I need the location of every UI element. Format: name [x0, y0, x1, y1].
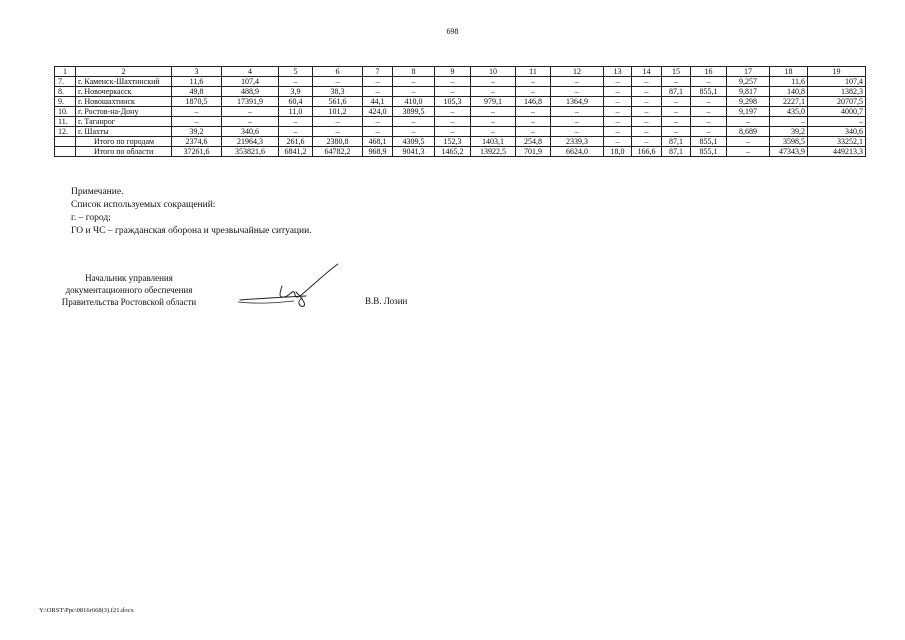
value-cell: 855,1 — [691, 87, 727, 97]
page-number: 698 — [446, 27, 459, 36]
value-cell: – — [435, 117, 471, 127]
row-number-cell: 10. — [55, 107, 76, 117]
value-cell: – — [435, 77, 471, 87]
table-row — [55, 97, 866, 107]
value-cell: – — [363, 127, 393, 137]
value-cell: – — [471, 127, 516, 137]
signer-title-line: Начальник управления — [85, 273, 173, 283]
value-cell: 60,4 — [279, 97, 313, 107]
value-cell: 20707,5 — [808, 97, 866, 107]
value-cell: 47343,9 — [770, 147, 808, 157]
value-cell: – — [313, 117, 363, 127]
value-cell: – — [551, 107, 604, 117]
value-cell: 855,1 — [691, 137, 727, 147]
row-number-cell: 8. — [55, 87, 76, 97]
value-cell: – — [279, 77, 313, 87]
value-cell: 1382,3 — [808, 87, 866, 97]
city-name-cell: г. Каменск-Шахтинский — [76, 77, 172, 87]
value-cell: 701,9 — [516, 147, 551, 157]
row-number-cell: 12. — [55, 127, 76, 137]
value-cell: – — [313, 77, 363, 87]
table-row — [55, 127, 866, 137]
value-cell: – — [691, 77, 727, 87]
column-header: 14 — [632, 67, 662, 77]
value-cell: 33252,1 — [808, 137, 866, 147]
value-cell: – — [808, 117, 866, 127]
value-cell: – — [604, 97, 632, 107]
value-cell: 166,6 — [632, 147, 662, 157]
value-cell: 979,1 — [471, 97, 516, 107]
value-cell: 561,6 — [313, 97, 363, 107]
totals-label-cell: Итого по области — [76, 147, 172, 157]
value-cell: 488,9 — [222, 87, 279, 97]
value-cell: – — [691, 107, 727, 117]
value-cell: 410,0 — [393, 97, 435, 107]
value-cell: – — [279, 127, 313, 137]
value-cell: – — [662, 127, 691, 137]
column-header: 7 — [363, 67, 393, 77]
table-row — [55, 77, 866, 87]
abbreviation-item: ГО и ЧС – гражданская оборона и чрезвычайные ситуации. — [71, 226, 312, 236]
value-cell: 254,8 — [516, 137, 551, 147]
value-cell: – — [662, 107, 691, 117]
value-cell: – — [551, 117, 604, 127]
column-header: 5 — [279, 67, 313, 77]
column-header: 4 — [222, 67, 279, 77]
value-cell: – — [632, 137, 662, 147]
value-cell: 146,8 — [516, 97, 551, 107]
value-cell: – — [604, 117, 632, 127]
table-header-row — [55, 67, 866, 77]
column-header: 3 — [172, 67, 222, 77]
totals-row — [55, 137, 866, 147]
value-cell: – — [691, 117, 727, 127]
file-path-footer: Y:\ORST\Ppc\0816r668(3).f21.docx — [39, 607, 134, 614]
empty-cell — [55, 147, 76, 157]
table-row — [55, 107, 866, 117]
value-cell: – — [363, 77, 393, 87]
value-cell: 449213,3 — [808, 147, 866, 157]
value-cell: 1403,1 — [471, 137, 516, 147]
value-cell: – — [691, 97, 727, 107]
value-cell: – — [172, 117, 222, 127]
table-row — [55, 117, 866, 127]
value-cell: 107,4 — [808, 77, 866, 87]
value-cell: – — [632, 77, 662, 87]
city-name-cell: г. Новочеркасск — [76, 87, 172, 97]
value-cell: 2227,1 — [770, 97, 808, 107]
signer-title-line: документационного обеспечения — [65, 285, 193, 295]
value-cell: 11,6 — [770, 77, 808, 87]
abbreviations-title: Список используемых сокращений: — [71, 200, 216, 210]
value-cell: – — [691, 127, 727, 137]
value-cell: 468,1 — [363, 137, 393, 147]
notes-heading: Примечание. — [71, 187, 124, 197]
value-cell: 44,1 — [363, 97, 393, 107]
city-name-cell: г. Новошахтинск — [76, 97, 172, 107]
value-cell: – — [516, 127, 551, 137]
value-cell: 4000,7 — [808, 107, 866, 117]
data-table — [54, 66, 866, 157]
column-header: 9 — [435, 67, 471, 77]
value-cell: 9041,3 — [393, 147, 435, 157]
value-cell: 3899,5 — [393, 107, 435, 117]
value-cell: – — [435, 87, 471, 97]
column-header: 15 — [662, 67, 691, 77]
value-cell: – — [662, 97, 691, 107]
value-cell: 1465,2 — [435, 147, 471, 157]
value-cell: – — [604, 77, 632, 87]
value-cell: 18,0 — [604, 147, 632, 157]
value-cell: – — [313, 127, 363, 137]
value-cell: 855,1 — [691, 147, 727, 157]
value-cell: – — [662, 117, 691, 127]
value-cell: – — [435, 107, 471, 117]
value-cell: – — [632, 117, 662, 127]
value-cell: – — [551, 127, 604, 137]
notes-block — [71, 186, 312, 238]
value-cell: – — [604, 137, 632, 147]
row-number-cell: 11. — [55, 117, 76, 127]
abbreviation-item: г. – город; — [71, 213, 111, 223]
column-header: 10 — [471, 67, 516, 77]
column-header: 18 — [770, 67, 808, 77]
column-header: 12 — [551, 67, 604, 77]
column-header: 8 — [393, 67, 435, 77]
value-cell: 87,1 — [662, 87, 691, 97]
value-cell: – — [516, 117, 551, 127]
value-cell: – — [222, 107, 279, 117]
value-cell: – — [222, 117, 279, 127]
column-header: 1 — [55, 67, 76, 77]
value-cell: 64782,2 — [313, 147, 363, 157]
value-cell: 6624,0 — [551, 147, 604, 157]
value-cell: – — [435, 127, 471, 137]
value-cell: 49,8 — [172, 87, 222, 97]
signer-title-line: Правительства Ростовской области — [61, 297, 197, 307]
value-cell: – — [551, 77, 604, 87]
value-cell: 9,257 — [727, 77, 770, 87]
value-cell: – — [632, 97, 662, 107]
value-cell: 39,2 — [770, 127, 808, 137]
value-cell: – — [471, 77, 516, 87]
value-cell: 435,0 — [770, 107, 808, 117]
value-cell: 13922,5 — [471, 147, 516, 157]
table-body — [55, 77, 866, 157]
row-number-cell: 7. — [55, 77, 76, 87]
value-cell: 1870,5 — [172, 97, 222, 107]
value-cell: 424,0 — [363, 107, 393, 117]
value-cell: 101,2 — [313, 107, 363, 117]
value-cell: 9,817 — [727, 87, 770, 97]
value-cell: 17391,9 — [222, 97, 279, 107]
value-cell: 107,4 — [222, 77, 279, 87]
column-header: 19 — [808, 67, 866, 77]
value-cell: 340,6 — [808, 127, 866, 137]
signer-title — [40, 272, 218, 308]
value-cell: – — [770, 117, 808, 127]
value-cell: – — [393, 87, 435, 97]
value-cell: – — [604, 127, 632, 137]
value-cell: – — [393, 127, 435, 137]
value-cell: – — [604, 87, 632, 97]
column-header: 11 — [516, 67, 551, 77]
value-cell: – — [632, 87, 662, 97]
column-header: 6 — [313, 67, 363, 77]
signer-name: В.В. Лозин — [365, 296, 408, 306]
empty-cell — [55, 137, 76, 147]
value-cell: 39,2 — [172, 127, 222, 137]
value-cell: – — [471, 107, 516, 117]
value-cell: 140,8 — [770, 87, 808, 97]
value-cell: 4309,5 — [393, 137, 435, 147]
value-cell: 9,298 — [727, 97, 770, 107]
value-cell: – — [279, 117, 313, 127]
handwritten-signature — [236, 262, 346, 310]
value-cell: 353821,6 — [222, 147, 279, 157]
city-name-cell: г. Ростов-на-Дону — [76, 107, 172, 117]
value-cell: 3598,5 — [770, 137, 808, 147]
column-header: 16 — [691, 67, 727, 77]
city-name-cell: г. Шахты — [76, 127, 172, 137]
value-cell: – — [727, 147, 770, 157]
value-cell: 87,1 — [662, 137, 691, 147]
value-cell: 2374,6 — [172, 137, 222, 147]
value-cell: 87,1 — [662, 147, 691, 157]
value-cell: – — [727, 137, 770, 147]
value-cell: 6841,2 — [279, 147, 313, 157]
value-cell: – — [516, 77, 551, 87]
value-cell: – — [551, 87, 604, 97]
value-cell: 38,3 — [313, 87, 363, 97]
value-cell: – — [471, 117, 516, 127]
value-cell: – — [471, 87, 516, 97]
value-cell: 2339,3 — [551, 137, 604, 147]
value-cell: 340,6 — [222, 127, 279, 137]
value-cell: – — [516, 87, 551, 97]
value-cell: 11,6 — [172, 77, 222, 87]
value-cell: 1364,9 — [551, 97, 604, 107]
value-cell: 2380,8 — [313, 137, 363, 147]
row-number-cell: 9. — [55, 97, 76, 107]
value-cell: – — [604, 107, 632, 117]
value-cell: 9,197 — [727, 107, 770, 117]
value-cell: – — [363, 87, 393, 97]
value-cell: 105,3 — [435, 97, 471, 107]
value-cell: 11,0 — [279, 107, 313, 117]
value-cell: 3,9 — [279, 87, 313, 97]
table-row — [55, 87, 866, 97]
totals-row — [55, 147, 866, 157]
value-cell: – — [632, 107, 662, 117]
value-cell: – — [393, 77, 435, 87]
totals-label-cell: Итого по городам — [76, 137, 172, 147]
value-cell: 968,9 — [363, 147, 393, 157]
value-cell: 37261,6 — [172, 147, 222, 157]
column-header: 13 — [604, 67, 632, 77]
value-cell: 152,3 — [435, 137, 471, 147]
value-cell: – — [662, 77, 691, 87]
value-cell: – — [516, 107, 551, 117]
column-header: 17 — [727, 67, 770, 77]
value-cell: 261,6 — [279, 137, 313, 147]
value-cell: 8,689 — [727, 127, 770, 137]
column-header: 2 — [76, 67, 172, 77]
value-cell: – — [363, 117, 393, 127]
city-name-cell: г. Таганрог — [76, 117, 172, 127]
value-cell: – — [727, 117, 770, 127]
value-cell: 21964,3 — [222, 137, 279, 147]
value-cell: – — [393, 117, 435, 127]
value-cell: – — [172, 107, 222, 117]
value-cell: – — [632, 127, 662, 137]
